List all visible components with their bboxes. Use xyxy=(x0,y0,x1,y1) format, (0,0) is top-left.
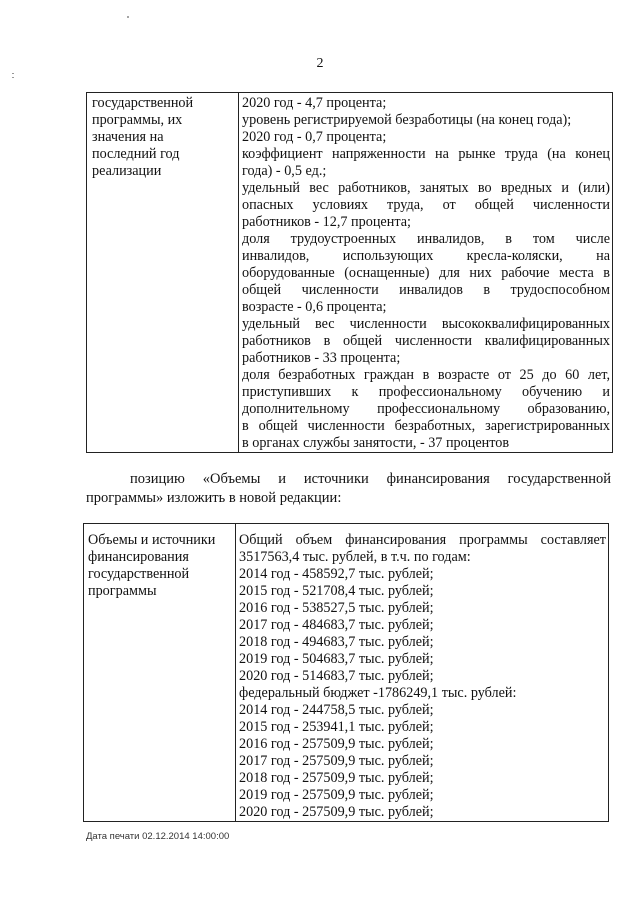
text-line: 3517563,4 тыс. рублей, в т.ч. по годам: xyxy=(239,549,471,565)
text-line: программы xyxy=(88,583,157,599)
text-line: работников - 12,7 процента; xyxy=(242,214,411,230)
page-number: 2 xyxy=(316,56,324,71)
text-line: 2020 год - 4,7 процента; xyxy=(242,95,387,111)
text-line: общей численности инвалидов в трудоспособном xyxy=(242,282,610,298)
text-line: 2018 год - 494683,7 тыс. рублей; xyxy=(239,634,434,650)
text-line: значения на xyxy=(92,129,164,145)
text-line: 2019 год - 504683,7 тыс. рублей; xyxy=(239,651,434,667)
scan-speck xyxy=(12,77,14,78)
text-line: 2020 год - 0,7 процента; xyxy=(242,129,387,145)
text-line: позицию «Объемы и источники финансирования государственной xyxy=(130,471,611,487)
text-line: приступивших к профессиональному обучению и xyxy=(242,384,610,400)
text-line: в органах службы занятости, - 37 процентов xyxy=(242,435,510,451)
scan-speck xyxy=(127,16,129,18)
text-line: Общий объем финансирования программы составляет xyxy=(239,532,606,548)
text-line: работников - 33 процента; xyxy=(242,350,401,366)
text-line: 2017 год - 484683,7 тыс. рублей; xyxy=(239,617,434,633)
text-line: 2015 год - 521708,4 тыс. рублей; xyxy=(239,583,434,599)
text-line: 2014 год - 244758,5 тыс. рублей; xyxy=(239,702,434,718)
text-line: уровень регистрируемой безработицы (на конец года); xyxy=(242,112,572,128)
table-cell-value xyxy=(236,524,609,822)
text-line: государственной xyxy=(88,566,190,582)
text-line: работников в общей численности квалифицированных xyxy=(242,333,610,349)
text-line: удельный вес работников, занятых во вредных и (или) xyxy=(242,180,610,196)
text-line: 2014 год - 458592,7 тыс. рублей; xyxy=(239,566,434,582)
text-line: опасных условиях труда, от общей численности xyxy=(242,197,610,213)
text-line: программы» изложить в новой редакции: xyxy=(86,490,342,506)
text-line: инвалидов, использующих кресла-коляски, на xyxy=(242,248,610,264)
text-line: финансирования xyxy=(88,549,189,565)
text-line: 2017 год - 257509,9 тыс. рублей; xyxy=(239,753,434,769)
text-line: 2016 год - 538527,5 тыс. рублей; xyxy=(239,600,434,616)
text-line: в общей численности безработных, зарегистрированных xyxy=(242,418,610,434)
text-line: коэффициент напряженности на рынке труда (на конец xyxy=(242,146,610,162)
text-line: 2015 год - 253941,1 тыс. рублей; xyxy=(239,719,434,735)
text-line: Объемы и источники xyxy=(88,532,216,548)
text-line: 2019 год - 257509,9 тыс. рублей; xyxy=(239,787,434,803)
table-cell-label xyxy=(87,93,239,453)
text-line: реализации xyxy=(92,163,162,179)
text-line: доля безработных граждан в возрасте от 25 до 60 лет, xyxy=(242,367,610,383)
text-line: оборудованные (оснащенные) для них рабочие места в xyxy=(242,265,610,281)
financing-table xyxy=(83,523,609,822)
indicators-table xyxy=(86,92,613,453)
text-line: 2016 год - 257509,9 тыс. рублей; xyxy=(239,736,434,752)
table-cell-value xyxy=(239,93,613,453)
text-line: государственной xyxy=(92,95,194,111)
text-line: года) - 0,5 ед.; xyxy=(242,163,327,179)
instruction-paragraph xyxy=(86,470,611,508)
text-line: дополнительному профессиональному образованию, xyxy=(242,401,610,417)
text-line: 2018 год - 257509,9 тыс. рублей; xyxy=(239,770,434,786)
scan-speck xyxy=(12,73,14,74)
text-line: последний год xyxy=(92,146,180,162)
table-row xyxy=(87,93,613,453)
text-line: 2020 год - 257509,9 тыс. рублей; xyxy=(239,804,434,820)
text-line: 2020 год - 514683,7 тыс. рублей; xyxy=(239,668,434,684)
text-line: федеральный бюджет -1786249,1 тыс. рублей: xyxy=(239,685,517,701)
text-line: доля трудоустроенных инвалидов, в том числе xyxy=(242,231,610,247)
table-row xyxy=(84,524,609,822)
text-line: возрасте - 0,6 процента; xyxy=(242,299,387,315)
print-date-footer: Дата печати 02.12.2014 14:00:00 xyxy=(86,831,230,842)
text-line: удельный вес численности высококвалифицированных xyxy=(242,316,610,332)
text-line: программы, их xyxy=(92,112,183,128)
table-cell-label xyxy=(84,524,236,822)
